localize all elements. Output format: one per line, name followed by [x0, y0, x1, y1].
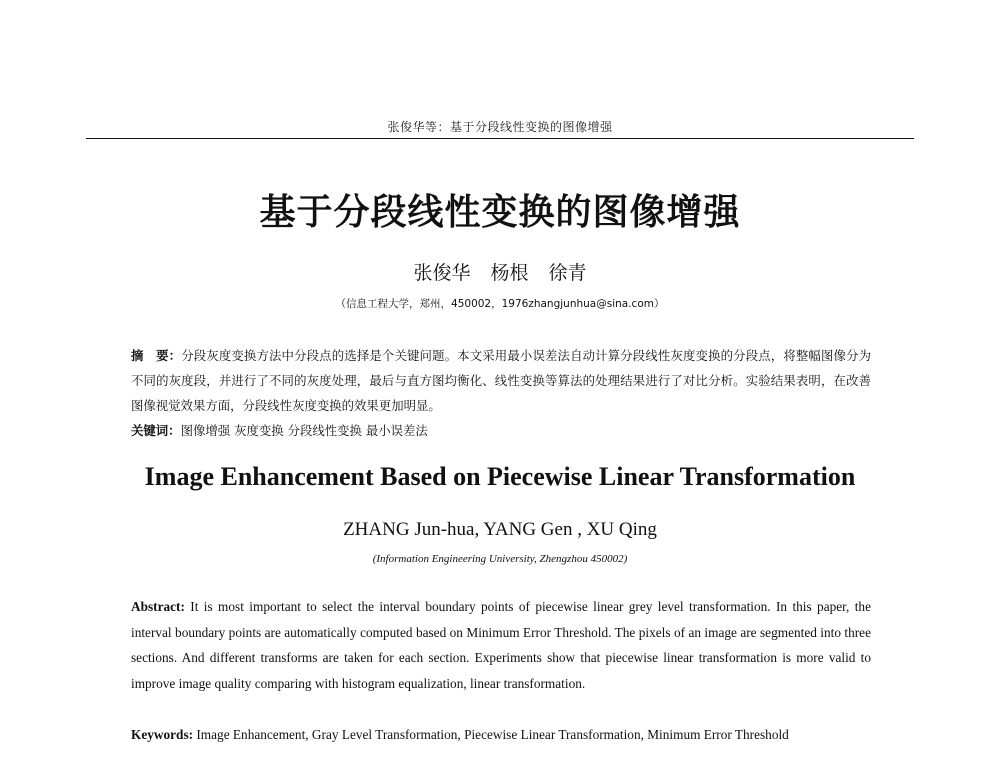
chinese-authors: 张俊华 杨根 徐青: [413, 262, 587, 284]
chinese-keywords-label: 关键词：: [131, 423, 181, 438]
chinese-title: 基于分段线性变换的图像增强: [259, 192, 741, 233]
english-keywords-text: Image Enhancement, Gray Level Transformation, Piecewise Linear Transformation, Minimum Error Threshold: [193, 727, 789, 742]
header-rule: [86, 138, 914, 139]
chinese-affiliation: （信息工程大学，郑州，450002，1976zhangjunhua@sina.com）: [335, 298, 665, 310]
english-abstract-text: It is most important to select the interval boundary points of piecewise linear grey level transformation. In this paper, the interval boundary points are automatically computed based on Minimum Error Threshold. The pixels of an image are segmented into three sections. And different transforms are taken for each section. Experiments show that piecewise linear transformation is more valid to improve image quality comparing with histogram equalization, linear transformation.: [131, 599, 871, 691]
english-title: Image Enhancement Based on Piecewise Linear Transformation: [144, 462, 856, 491]
english-abstract: [131, 594, 871, 696]
chinese-abstract: [131, 343, 871, 418]
english-keywords: [131, 722, 871, 748]
chinese-keywords: [131, 418, 871, 443]
english-authors: ZHANG Jun-hua, YANG Gen , XU Qing: [343, 519, 657, 540]
chinese-abstract-label: 摘 要：: [131, 348, 182, 363]
chinese-abstract-text: 分段灰度变换方法中分段点的选择是个关键问题。本文采用最小误差法自动计算分段线性灰度变换的分段点，将整幅图像分为不同的灰度段，并进行了不同的灰度处理，最后与直方图均衡化、线性变换等算法的处理结果进行了对比分析。实验结果表明，在改善图像视觉效果方面，分段线性灰度变换的效果更加明显。: [131, 348, 872, 413]
running-header: 张俊华等：基于分段线性变换的图像增强: [387, 120, 613, 134]
english-affiliation: (Information Engineering University, Zhengzhou 450002): [372, 553, 628, 565]
chinese-keywords-text: 图像增强 灰度变换 分段线性变换 最小误差法: [180, 423, 428, 438]
english-abstract-label: Abstract:: [131, 599, 185, 614]
english-keywords-label: Keywords:: [131, 727, 194, 742]
